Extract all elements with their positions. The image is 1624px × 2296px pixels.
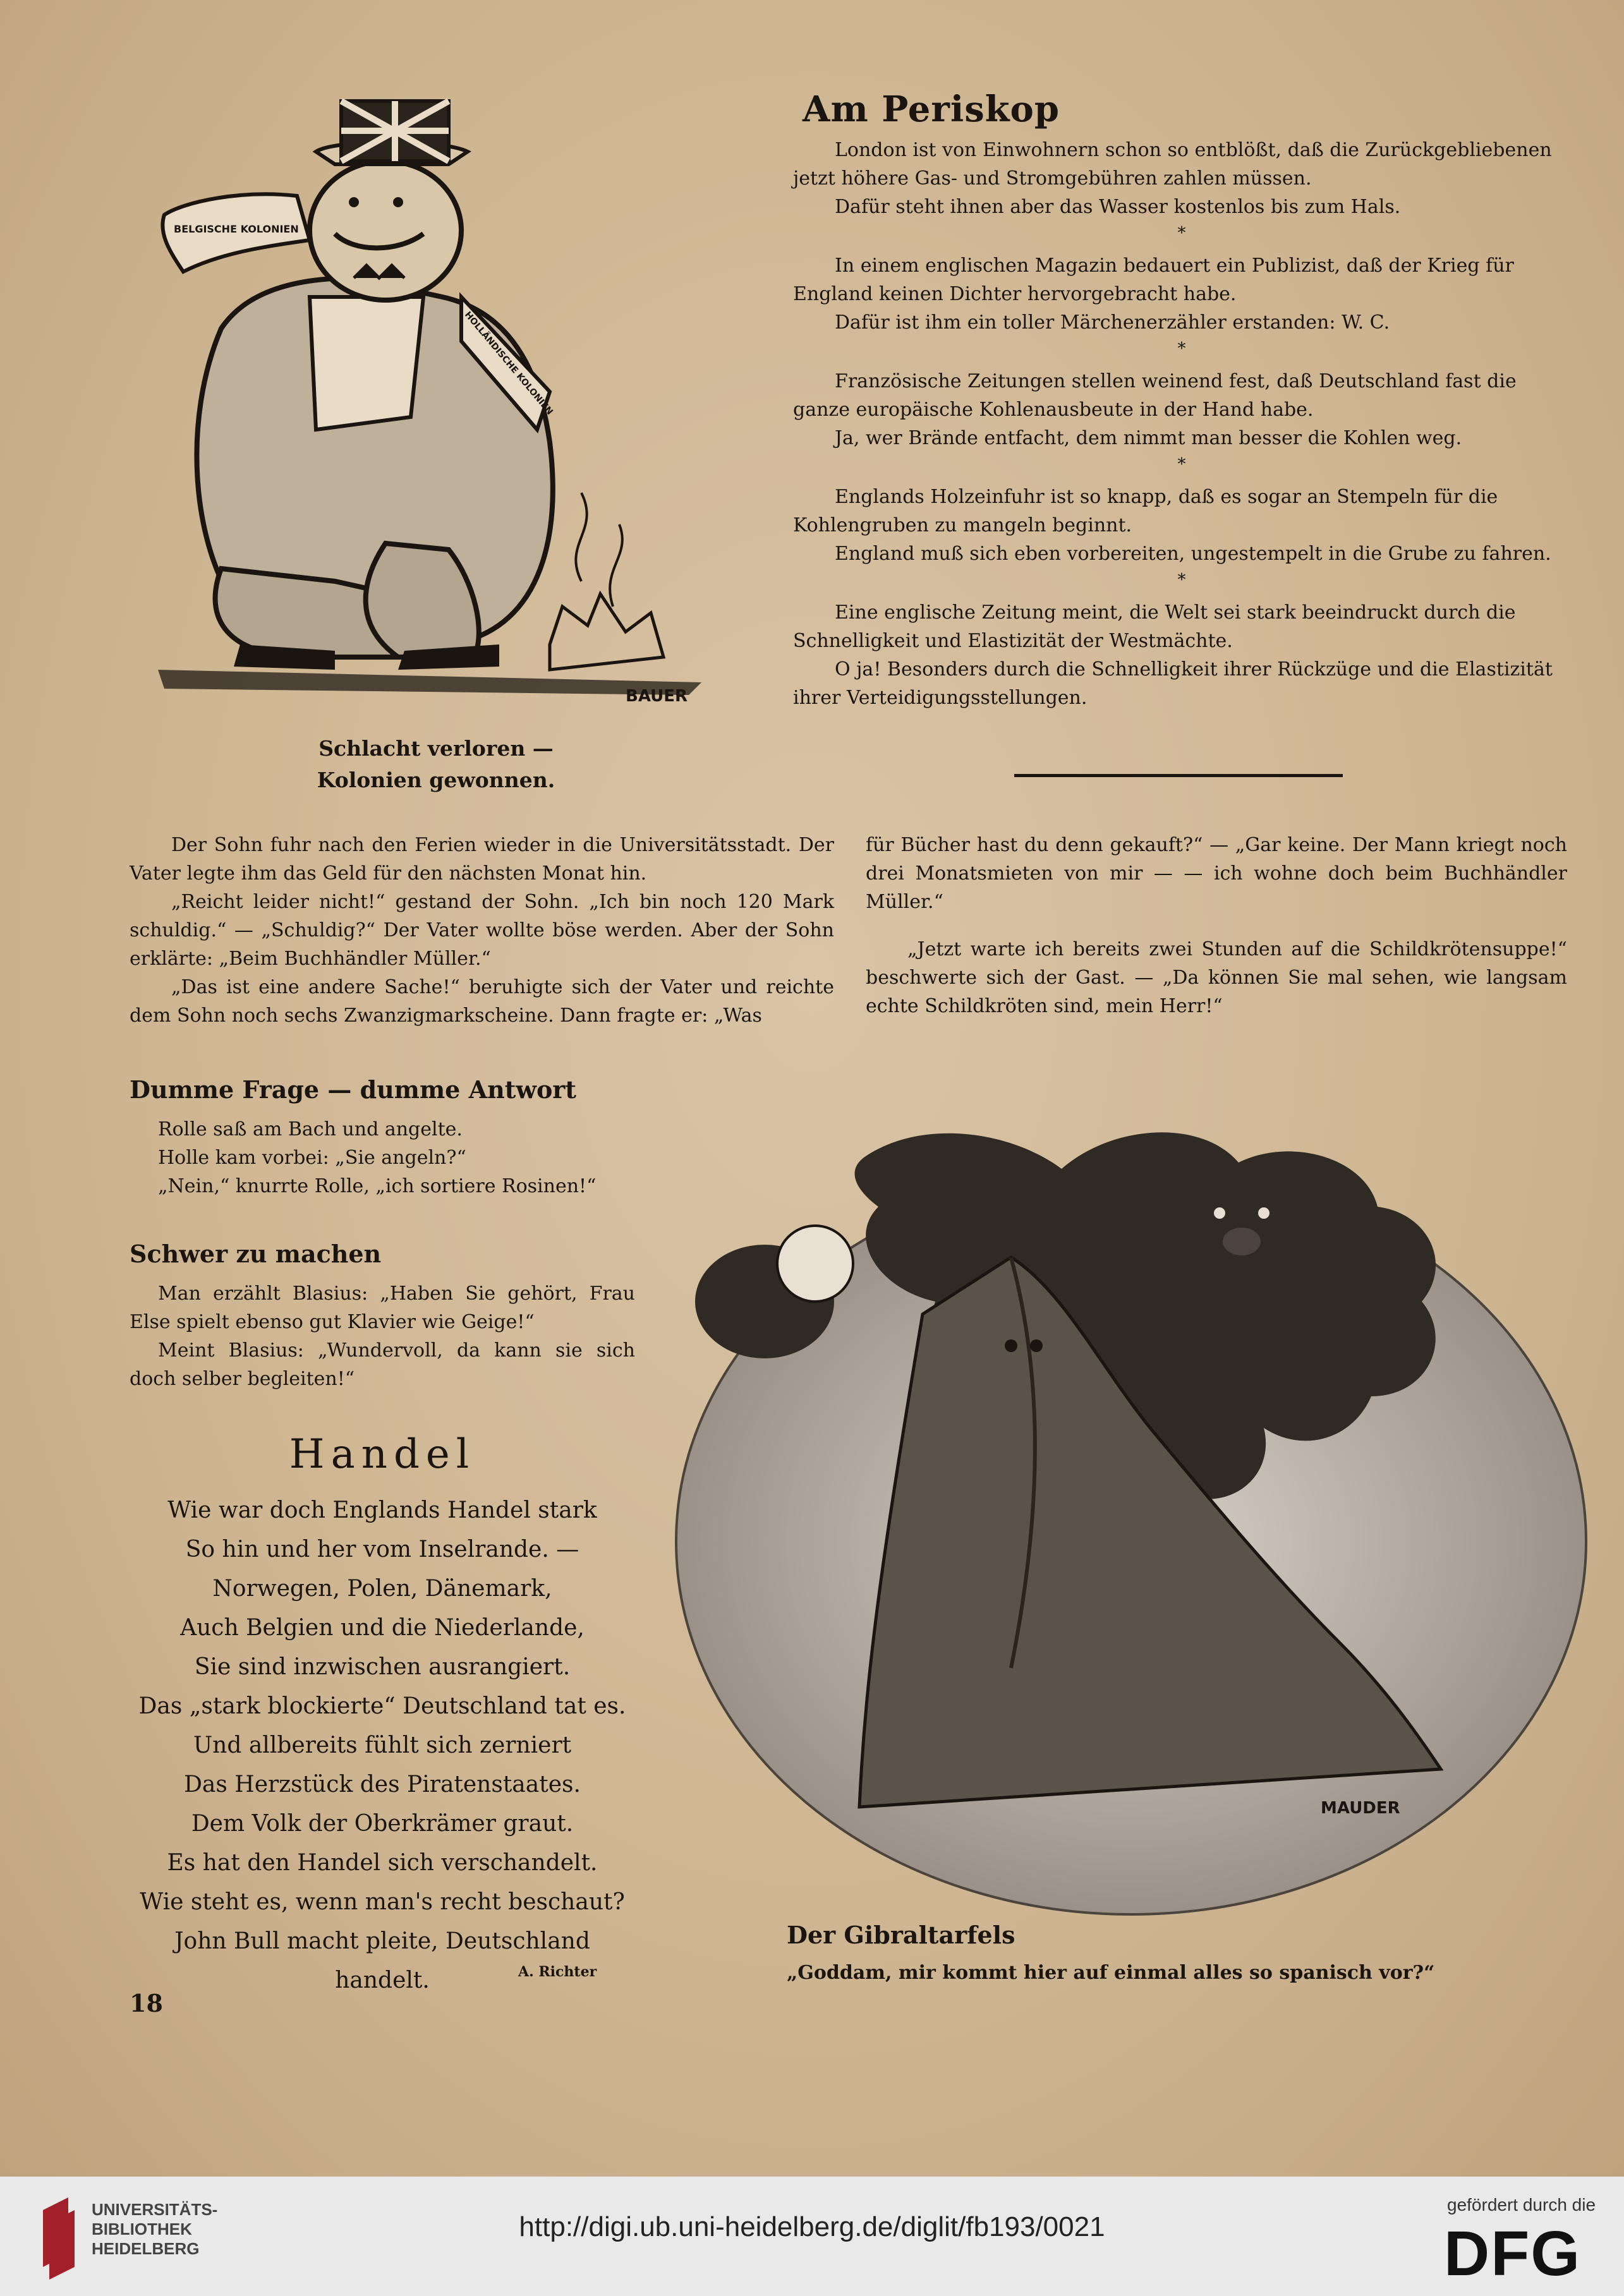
separator-star: * <box>1177 224 1186 243</box>
library-line: HEIDELBERG <box>92 2239 200 2258</box>
periskop-item-1-a: London ist von Einwohnern schon so entblößt, daß die Zurückgebliebenen jetzt höhere Gas- und Stromgebühren zahlen müssen. <box>793 139 1552 190</box>
periskop-item-5-b: O ja! Besonders durch die Schnelligkeit ihrer Rückzüge und die Elastizität ihrer Verteidigungsstellungen. <box>793 658 1553 709</box>
poem-author: A. Richter <box>518 1964 597 1980</box>
gibraltar-title: Der Gibraltarfels <box>787 1921 1015 1949</box>
schwer-text <box>130 1279 635 1393</box>
periskop-item-4-b: England muß sich eben vorbereiten, ungestempelt in die Grube zu fahren. <box>835 543 1551 565</box>
separator-star: * <box>1177 339 1186 358</box>
dumme-line: Holle kam vorbei: „Sie angeln?“ <box>158 1147 466 1169</box>
poem-line: Norwegen, Polen, Dänemark, <box>212 1576 552 1602</box>
anecdote-paragraph: „Das ist eine andere Sache!“ beruhigte sich der Vater und reichte dem Sohn noch sechs Zwanzigmarkscheine. Dann fragte er: „Was <box>130 976 834 1027</box>
poem-line: Auch Belgien und die Niederlande, <box>180 1615 585 1641</box>
permalink-url[interactable]: http://digi.ub.uni-heidelberg.de/diglit/fb193/0021 <box>519 2211 1105 2242</box>
periskop-column <box>793 136 1570 712</box>
paper-left-label: BELGISCHE KOLONIEN <box>174 223 299 235</box>
schwer-title: Schwer zu machen <box>130 1240 382 1268</box>
poem-line: Und allbereits fühlt sich zerniert <box>193 1732 572 1758</box>
periskop-item-5-a: Eine englische Zeitung meint, die Welt sei stark beeindruckt durch die Schnelligkeit und Elastizität der Westmächte. <box>793 601 1516 652</box>
poem-line: Wie war doch Englands Handel stark <box>167 1497 597 1523</box>
separator-star: * <box>1177 571 1186 589</box>
dumme-frage-text <box>130 1115 648 1200</box>
section-divider <box>1014 774 1343 777</box>
poem-line: Es hat den Handel sich verschandelt. <box>167 1850 598 1876</box>
poem-line: Das „stark blockierte“ Deutschland tat es. <box>138 1693 626 1719</box>
periskop-item-3-a: Französische Zeitungen stellen weinend fest, daß Deutschland fast die ganze europäische Kohlenausbeute in der Hand habe. <box>793 370 1517 421</box>
periskop-item-2-a: In einem englischen Magazin bedauert ein Publizist, daß der Krieg für England keinen Dichter hervorgebracht habe. <box>793 255 1514 305</box>
signature-bauer: BAUER <box>626 687 688 706</box>
poem-line: John Bull macht pleite, Deutschland handelt. <box>174 1928 590 1993</box>
library-line: BIBLIOTHEK <box>92 2220 192 2239</box>
poem-line: Dem Volk der Oberkrämer graut. <box>191 1811 574 1837</box>
anecdote-left-column <box>130 831 834 1030</box>
separator-star: * <box>1177 455 1186 474</box>
anecdote-paragraph: für Bücher hast du denn gekauft?“ — „Gar keine. Der Mann kriegt noch drei Monatsmieten von mir — — ich wohne doch beim Buchhändler Müller.“ <box>866 834 1567 913</box>
periskop-item-3-b: Ja, wer Brände entfacht, dem nimmt man besser die Kohlen weg. <box>835 427 1462 449</box>
periskop-item-4-a: Englands Holzeinfuhr ist so knapp, daß es sogar an Stempeln für die Kohlengruben zu mangeln beginnt. <box>793 486 1498 536</box>
gibraltar-quote: „Goddam, mir kommt hier auf einmal alles so spanisch vor?“ <box>787 1962 1435 1984</box>
schwer-paragraph: Meint Blasius: „Wundervoll, da kann sie sich doch selber begleiten!“ <box>130 1339 635 1390</box>
paper-right-label: HOLLÄNDISCHE KOLONIEN <box>462 310 555 417</box>
schwer-paragraph: Man erzählt Blasius: „Haben Sie gehört, Frau Else spielt ebenso gut Klavier wie Geige!“ <box>130 1283 635 1333</box>
signature-mauder: MAUDER <box>1321 1799 1400 1818</box>
dumme-line: Rolle saß am Bach und angelte. <box>158 1118 463 1140</box>
anecdote-paragraph: „Jetzt warte ich bereits zwei Stunden auf die Schildkrötensuppe!“ beschwerte sich der Gast. — „Da können Sie mal sehen, wie langsam echte Schildkröten sind, mein Herr!“ <box>866 938 1567 1017</box>
anecdote-right-column <box>866 831 1567 1020</box>
dfg-logo: DFG <box>1444 2218 1582 2289</box>
dumme-line: „Nein,“ knurrte Rolle, „ich sortiere Rosinen!“ <box>158 1175 597 1197</box>
caption-line-2: Kolonien gewonnen. <box>317 768 555 792</box>
caption-line-1: Schlacht verloren — <box>318 736 554 761</box>
dumme-frage-title: Dumme Frage — dumme Antwort <box>130 1075 576 1104</box>
poem-body <box>130 1491 635 2000</box>
funded-by-label: gefördert durch die <box>1447 2195 1596 2214</box>
poem-line: So hin und her vom Inselrande. — <box>185 1537 579 1562</box>
cartoon-caption <box>227 733 645 796</box>
anecdote-paragraph: Der Sohn fuhr nach den Ferien wieder in die Universitätsstadt. Der Vater legte ihm das Geld für den nächsten Monat hin. <box>130 834 834 885</box>
gibraltar-illustration <box>657 1099 1592 1933</box>
poem-line: Das Herzstück des Piratenstaates. <box>184 1772 581 1798</box>
poem-line: Wie steht es, wenn man's recht beschaut? <box>140 1889 625 1915</box>
page-number: 18 <box>130 1989 163 2017</box>
poem-title: Handel <box>289 1431 476 1478</box>
periskop-title: Am Periskop <box>803 88 1060 130</box>
cartoon-john-bull <box>145 88 714 720</box>
library-line: UNIVERSITÄTS- <box>92 2200 218 2219</box>
poem-line: Sie sind inzwischen ausrangiert. <box>194 1654 571 1680</box>
anecdote-paragraph: „Reicht leider nicht!“ gestand der Sohn. „Ich bin noch 120 Mark schuldig.“ — „Schuldig?“ Der Vater wollte böse werden. Aber der Sohn erklärte: „Beim Buchhändler Müller.“ <box>130 891 834 970</box>
periskop-item-1-b: Dafür steht ihnen aber das Wasser kostenlos bis zum Hals. <box>835 196 1401 218</box>
periskop-item-2-b: Dafür ist ihm ein toller Märchenerzähler erstanden: W. C. <box>835 311 1390 334</box>
